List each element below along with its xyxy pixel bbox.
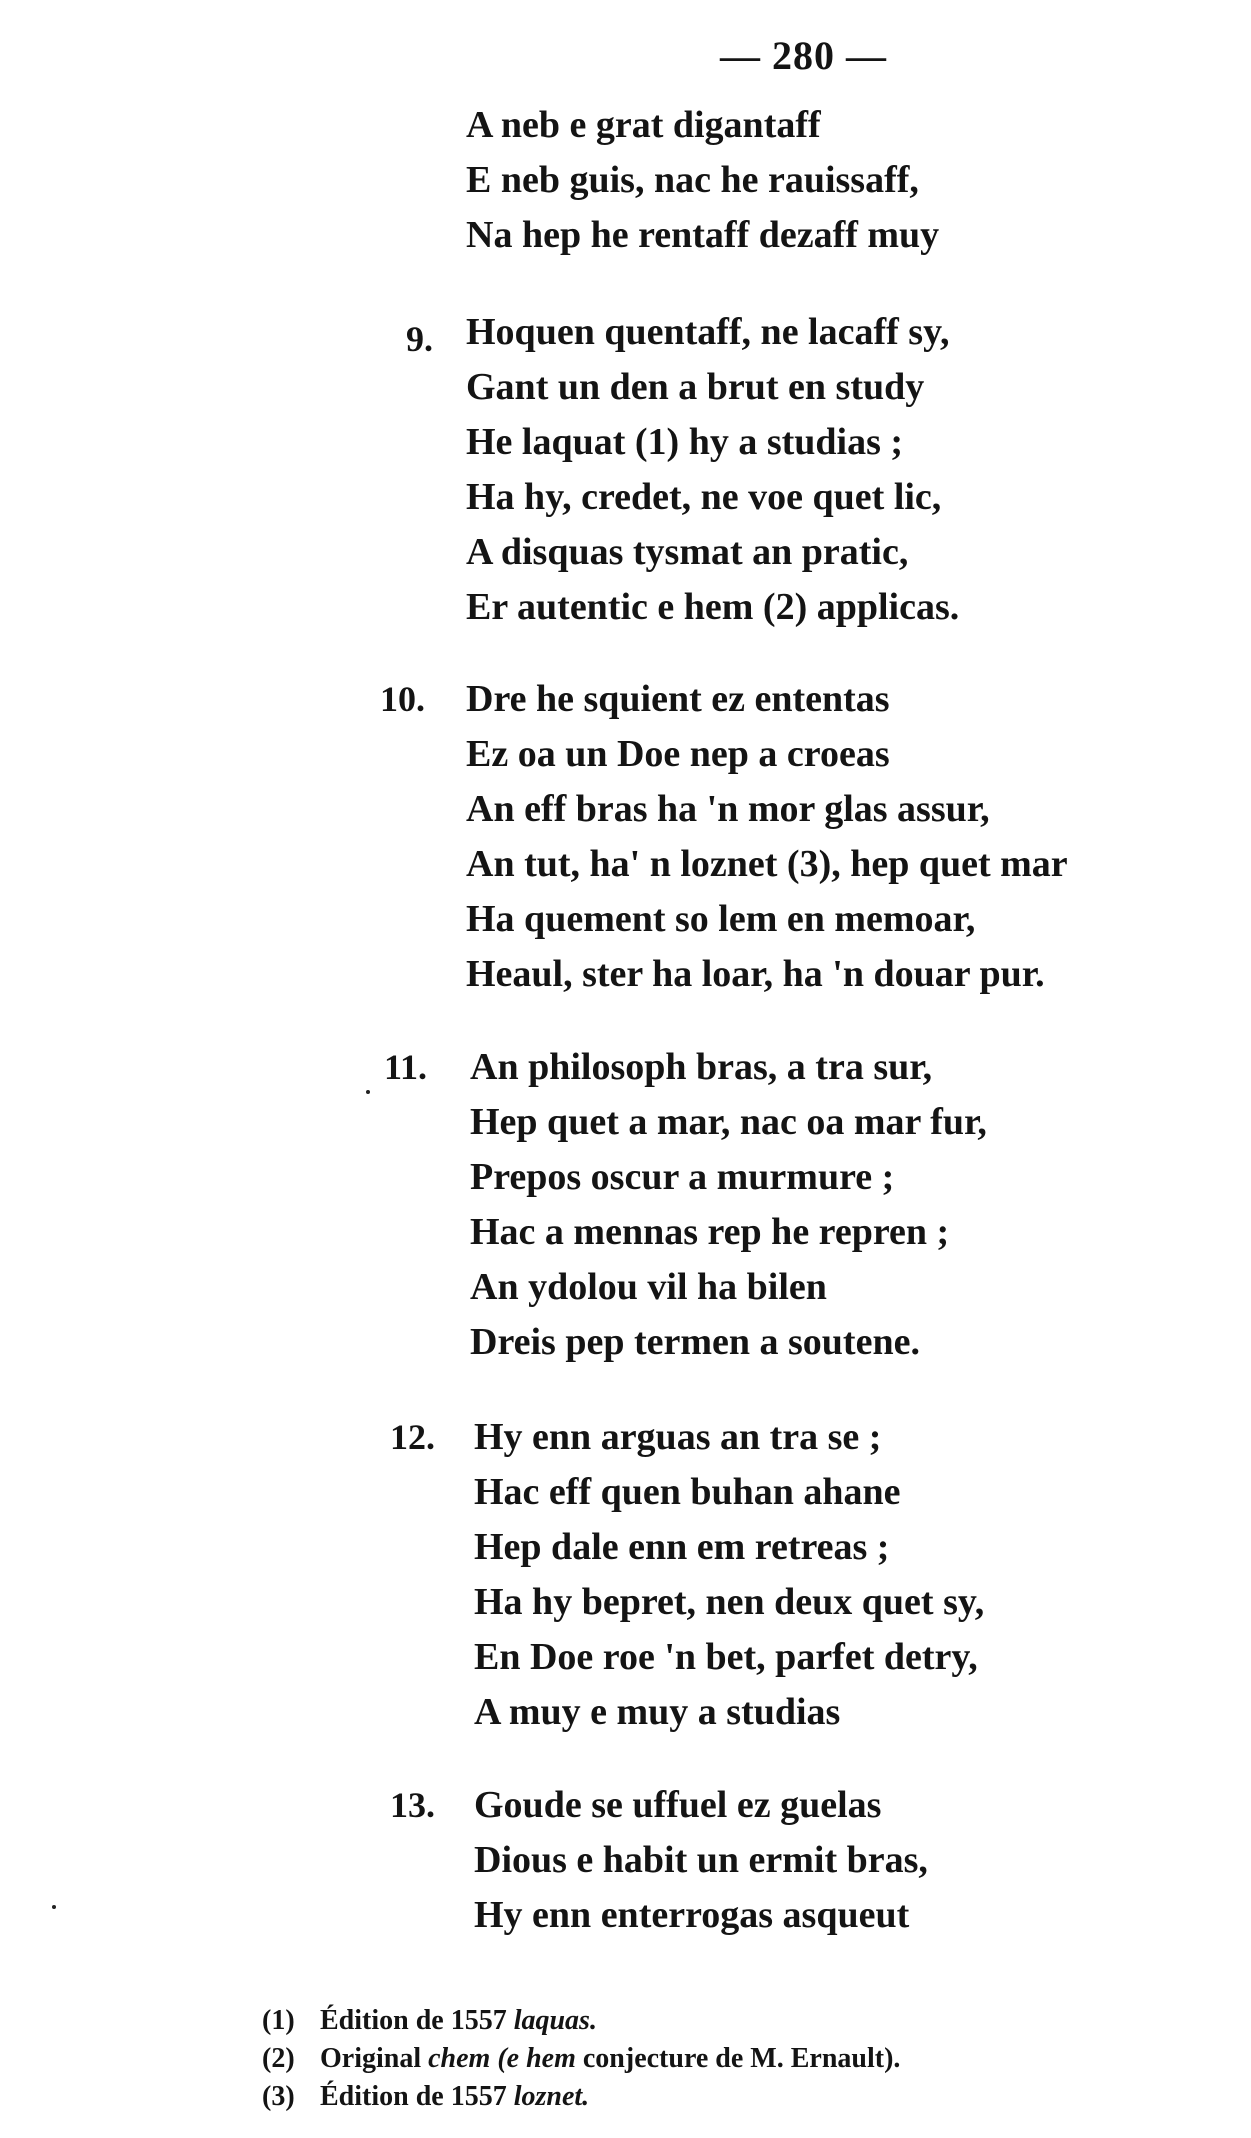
verse-line: E neb guis, nac he rauissaff, (466, 159, 919, 201)
footnotes (262, 2002, 900, 2116)
stanza-number: 12. (390, 1417, 435, 1457)
verse-line: Ha hy bepret, nen deux quet sy, (474, 1581, 985, 1623)
verse-line: Hy enn arguas an tra se ; (474, 1416, 882, 1458)
verse-line: Ha hy, credet, ne voe quet lic, (466, 476, 942, 518)
verse-line: An philosoph bras, a tra sur, (470, 1046, 933, 1088)
verse-line: En Doe roe 'n bet, parfet detry, (474, 1636, 978, 1678)
verse-line: Hy enn enterrogas asqueut (474, 1894, 910, 1936)
verse-line: Ha quement so lem en memoar, (466, 898, 976, 940)
verse-line: Hac a mennas rep he repren ; (470, 1211, 950, 1253)
stanza-number: 10. (380, 679, 425, 719)
footnote-text: Édition de 1557 (320, 2005, 514, 2036)
stanza-number: 9. (406, 319, 433, 359)
print-speck (52, 1905, 56, 1909)
verse-line: Hoquen quentaff, ne lacaff sy, (466, 311, 950, 353)
verse-line: Heaul, ster ha loar, ha 'n douar pur. (466, 953, 1045, 995)
verse-line: Na hep he rentaff dezaff muy (466, 214, 940, 256)
verse-line: Dreis pep termen a soutene. (470, 1321, 920, 1363)
stanza-number: 13. (390, 1785, 435, 1825)
footnote-marker: (1) (262, 2005, 295, 2036)
verse-line: Dious e habit un ermit bras, (474, 1839, 928, 1881)
footnote-1 (262, 2002, 900, 2040)
footnote-marker: (3) (262, 2081, 295, 2112)
footnote-text: Original (320, 2043, 429, 2074)
verse-line: Hac eff quen buhan ahane (474, 1471, 901, 1513)
verse-line: Gant un den a brut en study (466, 366, 925, 408)
footnote-3 (262, 2078, 900, 2116)
verse-line: A muy e muy a studias (474, 1691, 841, 1733)
verse-line: Goude se uffuel ez guelas (474, 1784, 882, 1826)
verse-line: An ydolou vil ha bilen (470, 1266, 827, 1308)
print-speck (366, 1090, 370, 1094)
verse-line: An eff bras ha 'n mor glas assur, (466, 788, 990, 830)
verse-line: Hep quet a mar, nac oa mar fur, (470, 1101, 987, 1143)
verse-line: Dre he squient ez ententas (466, 678, 890, 720)
verse-line: He laquat (1) hy a studias ; (466, 421, 904, 463)
footnote-italic: chem (e hem (428, 2043, 576, 2074)
verse-line: Ez oa un Doe nep a croeas (466, 733, 890, 775)
verse-line: A disquas tysmat an pratic, (466, 531, 909, 573)
verse-line: An tut, ha' n loznet (3), hep quet mar (466, 843, 1068, 885)
footnote-marker: (2) (262, 2043, 295, 2074)
verse-line: A neb e grat digantaff (466, 104, 821, 146)
page-number: — 280 — (720, 33, 887, 78)
verse-line: Prepos oscur a murmure ; (470, 1156, 895, 1198)
footnote-text: Édition de 1557 (320, 2081, 514, 2112)
footnote-tail: conjecture de M. Ernault). (575, 2043, 901, 2074)
verse-line: Er autentic e hem (2) applicas. (466, 586, 960, 628)
footnote-italic: laquas. (513, 2005, 597, 2036)
footnote-2 (262, 2040, 900, 2078)
stanza-number: 11. (384, 1047, 428, 1087)
footnote-italic: loznet. (513, 2081, 590, 2112)
verse-line: Hep dale enn em retreas ; (474, 1526, 890, 1568)
